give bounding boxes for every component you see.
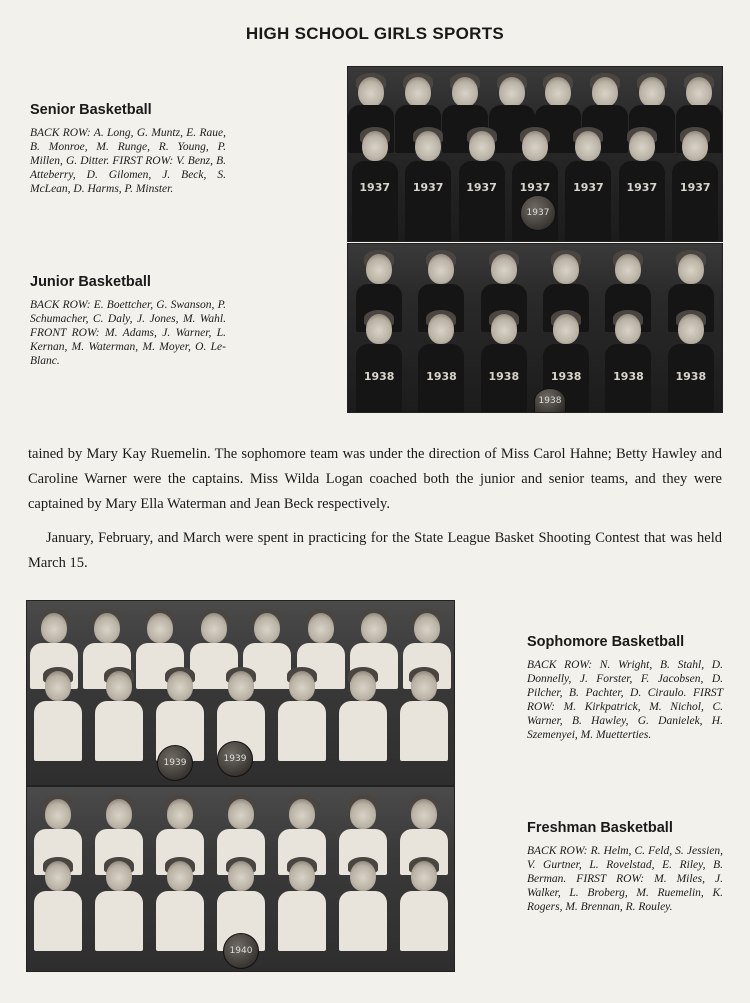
jersey-number: 1937 <box>412 181 444 194</box>
senior-basketball-caption: BACK ROW: A. Long, G. Muntz, E. Raue, B. Monroe, M. Runge, R. Young, P. Millen, G. Ditter. FIRST ROW: V. Benz, B. Atteberry, D. Gilomen, J. Beck, S. McLean, D. Harms, P. Minster. <box>30 127 226 195</box>
page-title: HIGH SCHOOL GIRLS SPORTS <box>245 24 505 43</box>
jersey-number: 1938 <box>363 370 395 383</box>
freshman-basketball-title: Freshman Basketball <box>527 820 673 836</box>
jersey-number: 1938 <box>675 370 707 383</box>
basketball-icon: 1939 <box>217 741 253 777</box>
freshman-team-photo <box>26 786 455 972</box>
junior-basketball-title: Junior Basketball <box>30 274 151 290</box>
jersey-number: 1938 <box>550 370 582 383</box>
sophomore-basketball-caption: BACK ROW: N. Wright, B. Stahl, D. Donnelly, J. Forster, F. Jacobsen, D. Pilcher, B. Pachter, D. Ciraulo. FIRST ROW: M. Kirkpatrick, M. Nichol, C. Warner, B. Hawley, G. Danielek, H. Szemenyei, M. Muetterties. <box>527 659 723 741</box>
junior-basketball-caption: BACK ROW: E. Boettcher, G. Swanson, P. Schumacher, C. Daly, J. Jones, M. Wahl. FRONT ROW: M. Adams, J. Warner, L. Kernan, M. Waterman, M. Moyer, O. Le-Blanc. <box>30 299 226 367</box>
jersey-number: 1938 <box>426 370 457 383</box>
body-paragraph-2: January, February, and March were spent in practicing for the State League Basket Shooting Contest that was held March 15. <box>28 530 722 571</box>
senior-team-photo <box>347 66 723 242</box>
freshman-basketball-caption: BACK ROW: R. Helm, C. Feld, S. Jessien, V. Gurtner, L. Rovelstad, E. Riley, B. Berman. FIRST ROW: M. Miles, J. Walker, L. Broberg, M. Ruemelin, K. Rogers, M. Brennan, R. Rouley. <box>527 845 723 913</box>
jersey-number: 1938 <box>613 370 644 383</box>
senior-basketball-title: Senior Basketball <box>30 102 152 118</box>
jersey-number: 1937 <box>359 181 391 194</box>
jersey-number: 1937 <box>573 181 604 194</box>
basketball-icon: 1937 <box>520 195 556 231</box>
basketball-icon: 1940 <box>223 933 259 969</box>
jersey-number: 1937 <box>466 181 497 194</box>
jersey-number: 1938 <box>488 370 520 383</box>
sophomore-basketball-title: Sophomore Basketball <box>527 634 685 650</box>
junior-team-photo <box>347 243 723 413</box>
body-paragraph-1: tained by Mary Kay Ruemelin. The sophomore team was under the direction of Miss Carol Hahne; Betty Hawley and Caroline Warner were the captains. Miss Wilda Logan coached both the junior and senior teams, and they were captained by Mary Ella Waterman and Jean Beck respectively. <box>28 446 722 512</box>
jersey-number: 1937 <box>626 181 658 194</box>
basketball-icon: 1938 <box>534 388 566 413</box>
sophomore-team-photo <box>26 600 455 786</box>
jersey-number: 1937 <box>519 181 551 194</box>
basketball-icon: 1939 <box>157 745 193 781</box>
jersey-number: 1937 <box>679 181 711 194</box>
